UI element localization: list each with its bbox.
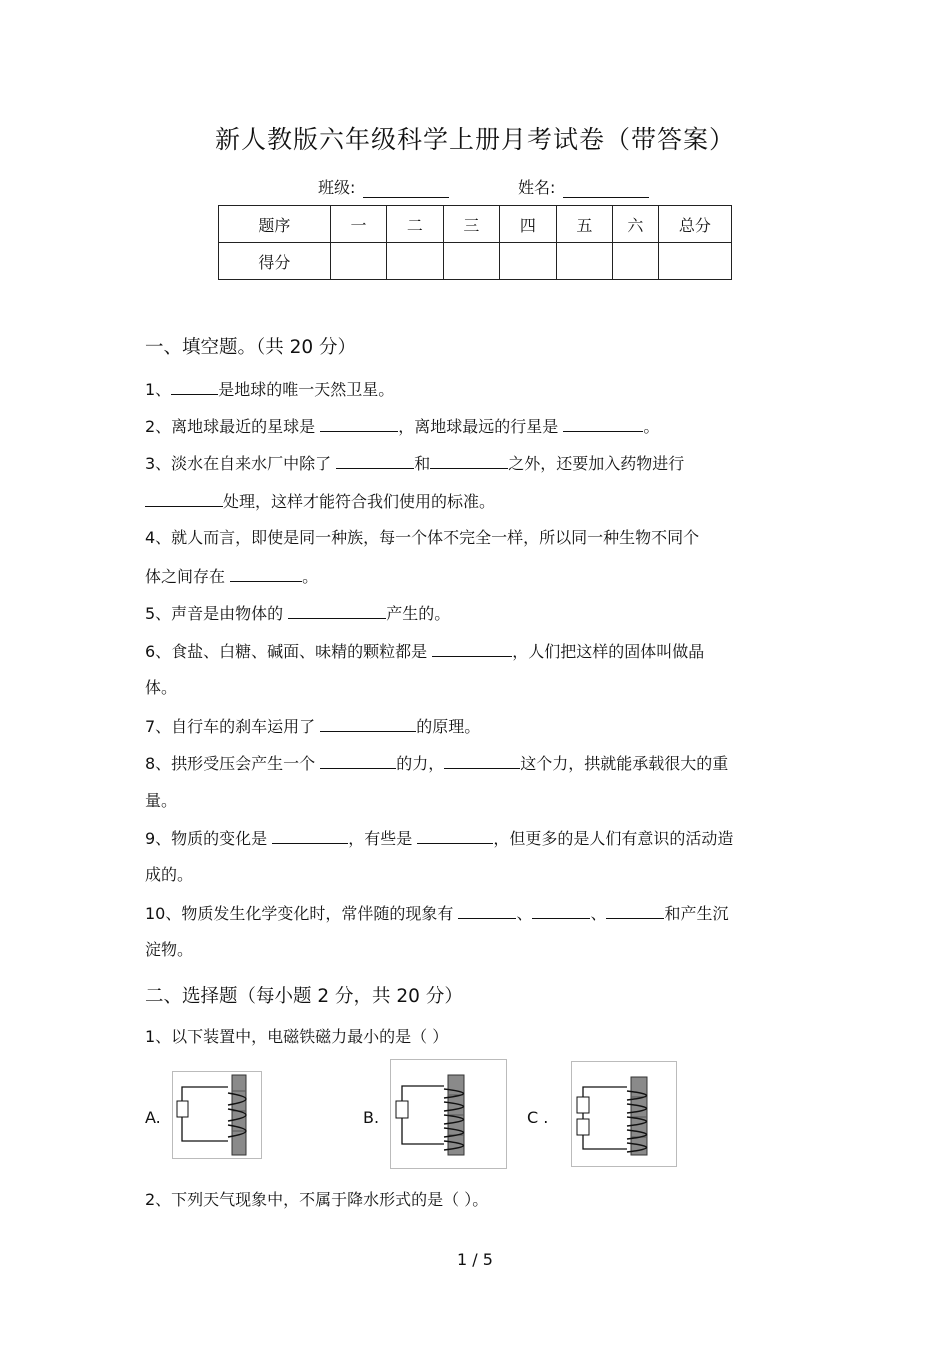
question-1 bbox=[145, 379, 394, 400]
score-header-cell: 六 bbox=[613, 206, 659, 243]
mc-question-1: 1、以下装置中，电磁铁磁力最小的是（ ） bbox=[145, 1027, 449, 1046]
q-text: ，离地球最远的行星是 bbox=[398, 417, 564, 436]
answer-blank[interactable] bbox=[563, 416, 643, 432]
answer-blank[interactable] bbox=[230, 566, 302, 582]
question-2 bbox=[145, 416, 659, 437]
q-text: 淀物。 bbox=[145, 940, 194, 959]
q-text: 和 bbox=[414, 454, 431, 473]
answer-blank[interactable] bbox=[432, 641, 512, 657]
question-8-cont bbox=[145, 791, 177, 811]
q-text: 。 bbox=[643, 417, 660, 436]
score-row bbox=[219, 243, 732, 280]
score-cell[interactable] bbox=[443, 243, 499, 280]
question-10 bbox=[145, 903, 729, 924]
q-text: 4、就人而言，即使是同一种族，每一个体不完全一样，所以同一种生物不同个 bbox=[145, 528, 700, 547]
q-text: 9、物质的变化是 bbox=[145, 829, 273, 848]
answer-blank[interactable] bbox=[272, 828, 348, 844]
circuit-c-image[interactable] bbox=[571, 1061, 677, 1167]
question-8 bbox=[145, 753, 728, 774]
q-text: 、 bbox=[516, 904, 533, 923]
score-table bbox=[218, 205, 732, 280]
question-9-cont bbox=[145, 865, 193, 885]
q-text: 1、 bbox=[145, 380, 172, 399]
score-header-row bbox=[219, 206, 732, 243]
q-text: 是地球的唯一天然卫星。 bbox=[218, 380, 395, 399]
question-3 bbox=[145, 453, 684, 474]
question-4-cont bbox=[145, 566, 318, 587]
question-6-cont bbox=[145, 678, 177, 698]
answer-blank[interactable] bbox=[336, 453, 414, 469]
answer-blank[interactable] bbox=[458, 903, 516, 919]
q-text: 的原理。 bbox=[416, 717, 481, 736]
q-text: 3、淡水在自来水厂中除了 bbox=[145, 454, 337, 473]
question-3-cont bbox=[145, 491, 495, 512]
name-field bbox=[518, 175, 649, 198]
score-row-label: 得分 bbox=[219, 243, 331, 280]
score-header-cell: 总分 bbox=[658, 206, 731, 243]
answer-blank[interactable] bbox=[444, 753, 520, 769]
question-9 bbox=[145, 828, 733, 849]
q-text: 2、离地球最近的星球是 bbox=[145, 417, 321, 436]
answer-blank[interactable] bbox=[320, 716, 416, 732]
question-10-cont bbox=[145, 940, 193, 960]
answer-blank[interactable] bbox=[171, 379, 218, 395]
class-label: 班级: bbox=[318, 178, 356, 197]
class-blank[interactable] bbox=[363, 181, 449, 198]
score-header-cell: 四 bbox=[500, 206, 556, 243]
score-header-cell: 题序 bbox=[219, 206, 331, 243]
score-header-cell: 一 bbox=[330, 206, 386, 243]
q-text: 这个力，拱就能承载很大的重 bbox=[520, 754, 729, 773]
name-label: 姓名: bbox=[518, 178, 556, 197]
q-text: 量。 bbox=[145, 791, 178, 810]
question-4 bbox=[145, 528, 699, 548]
name-blank[interactable] bbox=[563, 181, 649, 198]
score-cell[interactable] bbox=[500, 243, 556, 280]
page-number: 1 / 5 bbox=[457, 1250, 493, 1269]
q-text: 体之间存在 bbox=[145, 567, 231, 586]
score-cell[interactable] bbox=[556, 243, 612, 280]
q-text: 产生的。 bbox=[386, 604, 451, 623]
q-text: 7、自行车的刹车运用了 bbox=[145, 717, 321, 736]
section1-heading: 一、填空题。（共 20 分） bbox=[145, 337, 357, 358]
q-text: 6、食盐、白糖、碱面、味精的颗粒都是 bbox=[145, 642, 433, 661]
q-text: 。 bbox=[302, 567, 319, 586]
q-text: 之外，还要加入药物进行 bbox=[508, 454, 685, 473]
answer-blank[interactable] bbox=[320, 753, 396, 769]
q-text: 体。 bbox=[145, 678, 178, 697]
score-cell[interactable] bbox=[658, 243, 731, 280]
circuit-a-image[interactable] bbox=[172, 1071, 262, 1159]
score-cell[interactable] bbox=[387, 243, 443, 280]
mc-question-2: 2、下列天气现象中，不属于降水形式的是（ ）。 bbox=[145, 1190, 489, 1209]
score-cell[interactable] bbox=[330, 243, 386, 280]
q-text: 成的。 bbox=[145, 865, 194, 884]
score-header-cell: 二 bbox=[387, 206, 443, 243]
q-text: 8、拱形受压会产生一个 bbox=[145, 754, 321, 773]
option-b-label[interactable]: B. bbox=[363, 1108, 380, 1127]
score-header-cell: 五 bbox=[556, 206, 612, 243]
q-text: 5、声音是由物体的 bbox=[145, 604, 289, 623]
q-text: 和产生沉 bbox=[664, 904, 729, 923]
score-header-cell: 三 bbox=[443, 206, 499, 243]
class-field bbox=[318, 175, 449, 198]
q-text: ，人们把这样的固体叫做晶 bbox=[512, 642, 705, 661]
answer-blank[interactable] bbox=[288, 603, 386, 619]
answer-blank[interactable] bbox=[606, 903, 664, 919]
answer-blank[interactable] bbox=[430, 453, 508, 469]
answer-blank[interactable] bbox=[320, 416, 398, 432]
answer-blank[interactable] bbox=[417, 828, 493, 844]
answer-blank[interactable] bbox=[532, 903, 590, 919]
q-text: ，有些是 bbox=[348, 829, 418, 848]
option-a-label[interactable]: A. bbox=[145, 1108, 161, 1127]
answer-blank[interactable] bbox=[145, 491, 223, 507]
q-text: 处理，这样才能符合我们使用的标准。 bbox=[223, 492, 496, 511]
option-c-label[interactable]: C . bbox=[527, 1108, 549, 1127]
question-7 bbox=[145, 716, 480, 737]
circuit-b-image[interactable] bbox=[390, 1059, 507, 1169]
q-text: 的力， bbox=[396, 754, 445, 773]
question-5 bbox=[145, 603, 450, 624]
section2-heading: 二、选择题（每小题 2 分，共 20 分） bbox=[145, 986, 463, 1007]
q-text: ，但更多的是人们有意识的活动造 bbox=[493, 829, 734, 848]
page-title: 新人教版六年级科学上册月考试卷（带答案） bbox=[214, 125, 735, 154]
q-text: 、 bbox=[590, 904, 607, 923]
score-cell[interactable] bbox=[613, 243, 659, 280]
question-6 bbox=[145, 641, 704, 662]
q-text: 10、物质发生化学变化时，常伴随的现象有 bbox=[145, 904, 459, 923]
